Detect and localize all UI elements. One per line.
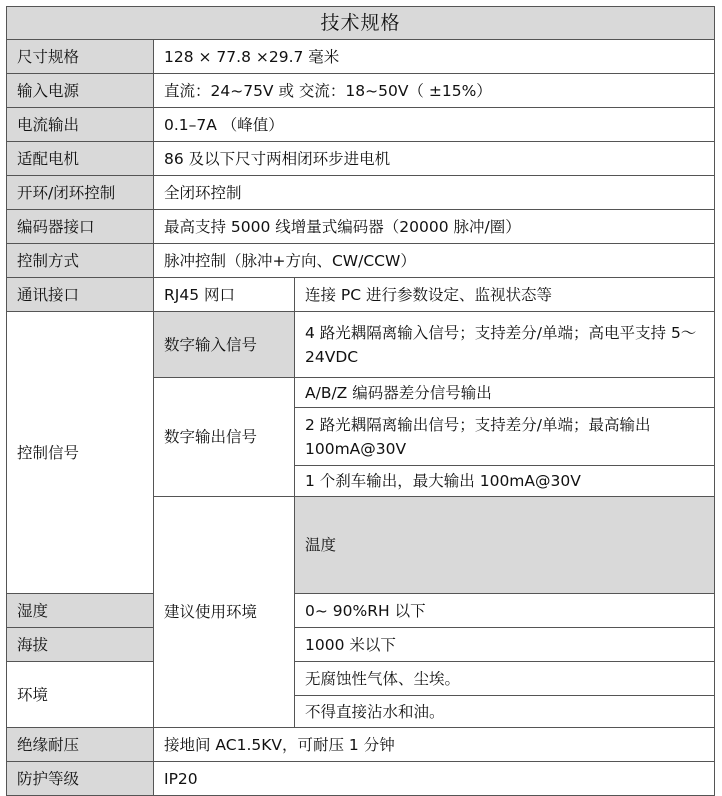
row-insulation: [7, 728, 715, 762]
row-value: 不得直接沾水和油。: [295, 696, 715, 728]
row-label: 控制信号: [7, 312, 154, 594]
row-label: 通讯接口: [7, 278, 154, 312]
row-label: 尺寸规格: [7, 40, 154, 74]
row-value: 接地间 AC1.5KV，可耐压 1 分钟: [154, 728, 715, 762]
row-value: 脉冲控制（脉冲+方向、CW/CCW）: [154, 244, 715, 278]
row-current: [7, 108, 715, 142]
row-value: 1000 米以下: [295, 628, 715, 662]
row-label: 建议使用环境: [154, 497, 295, 728]
row-value: 2 路光耦隔离输出信号；支持差分/单端；最高输出 100mA@30V: [295, 408, 715, 466]
row-sub-label: 湿度: [7, 594, 154, 628]
row-label: 编码器接口: [7, 210, 154, 244]
row-sub-label: 温度: [295, 497, 715, 594]
row-encoder: [7, 210, 715, 244]
row-comm: [7, 278, 715, 312]
row-sub-label: 数字输入信号: [154, 312, 295, 378]
row-sub-label: 数字输出信号: [154, 378, 295, 497]
table-title: 技术规格: [7, 7, 715, 40]
row-control-mode: [7, 244, 715, 278]
row-value: 128 × 77.8 ×29.7 毫米: [154, 40, 715, 74]
row-value: 无腐蚀性气体、尘埃。: [295, 662, 715, 696]
row-value: 4 路光耦隔离输入信号；支持差分/单端；高电平支持 5～24VDC: [295, 312, 715, 378]
row-altitude: [7, 628, 715, 662]
row-value: 最高支持 5000 线增量式编码器（20000 脉冲/圈）: [154, 210, 715, 244]
row-sub-label: 海拔: [7, 628, 154, 662]
row-motor: [7, 142, 715, 176]
row-power: [7, 74, 715, 108]
row-label: 电流输出: [7, 108, 154, 142]
row-value: 全闭环控制: [154, 176, 715, 210]
row-value: 连接 PC 进行参数设定、监视状态等: [295, 278, 715, 312]
row-value: 0~ 90%RH 以下: [295, 594, 715, 628]
row-protection: [7, 762, 715, 796]
row-label: 适配电机: [7, 142, 154, 176]
row-value: 86 及以下尺寸两相闭环步进电机: [154, 142, 715, 176]
row-label: 输入电源: [7, 74, 154, 108]
row-ambient-1: [7, 662, 715, 696]
row-label: 开环/闭环控制: [7, 176, 154, 210]
row-sub-label: 环境: [7, 662, 154, 728]
row-sub-label: RJ45 网口: [154, 278, 295, 312]
row-digital-input: [7, 312, 715, 378]
row-value: A/B/Z 编码器差分信号输出: [295, 378, 715, 408]
row-value: 0.1–7A （峰值）: [154, 108, 715, 142]
row-humidity: [7, 594, 715, 628]
row-value: IP20: [154, 762, 715, 796]
row-value: 1 个刹车输出，最大输出 100mA@30V: [295, 466, 715, 497]
spec-table: [6, 6, 715, 796]
row-size: [7, 40, 715, 74]
row-label: 绝缘耐压: [7, 728, 154, 762]
row-label: 防护等级: [7, 762, 154, 796]
row-value: 直流：24~75V 或 交流：18~50V（ ±15%）: [154, 74, 715, 108]
row-label: 控制方式: [7, 244, 154, 278]
row-loop-control: [7, 176, 715, 210]
